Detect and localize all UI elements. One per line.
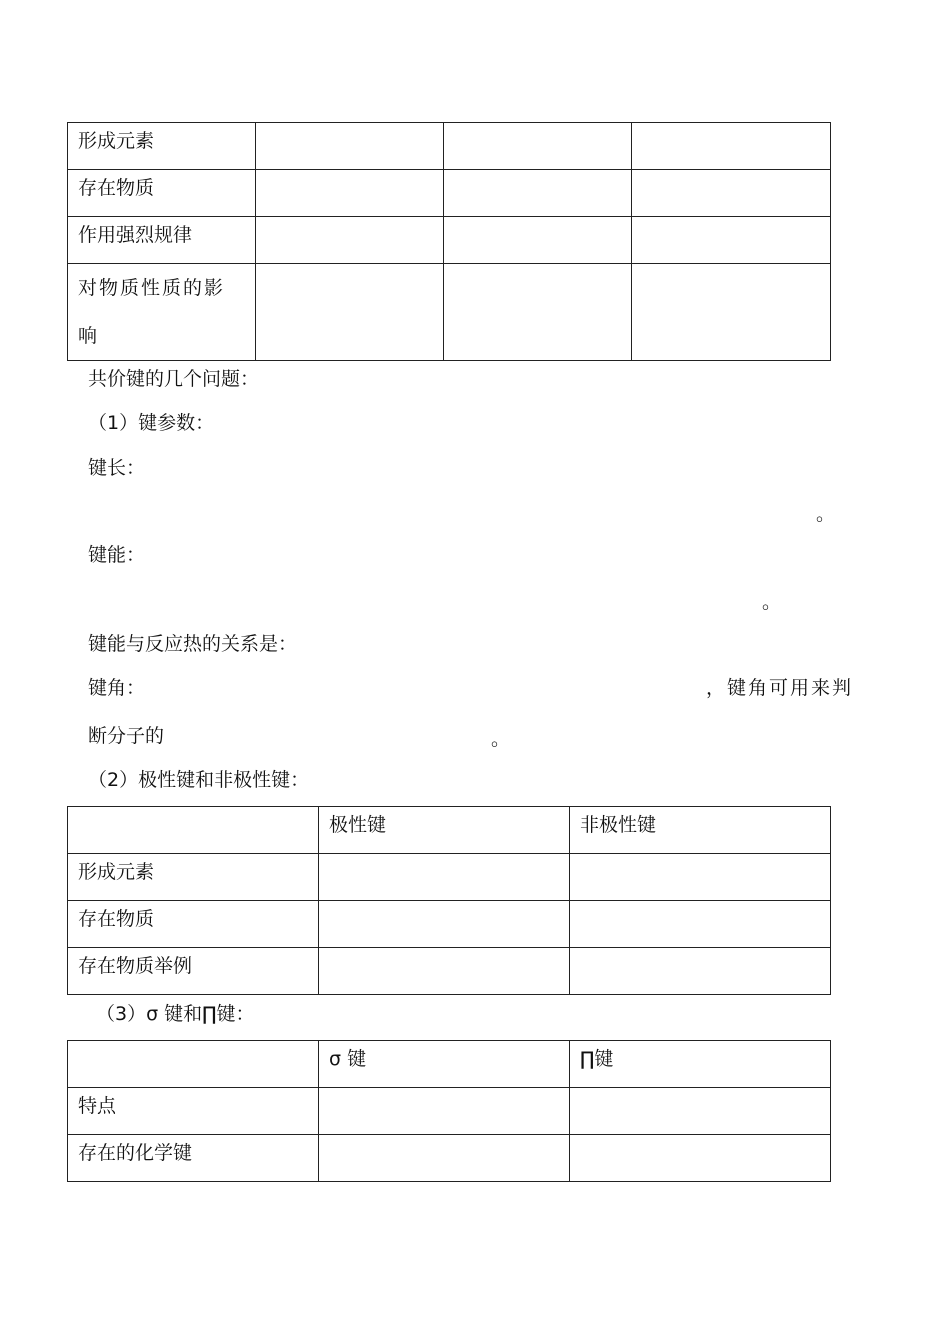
bond-angle-cont: 断分子的 — [88, 725, 165, 747]
blank-cell — [319, 948, 570, 995]
energy-heat-relation: 键能与反应热的关系是： — [88, 633, 298, 655]
blank-cell — [319, 854, 570, 901]
table-row — [68, 123, 831, 170]
section-title: 共价键的几个问题： — [88, 368, 260, 390]
table-header-row — [68, 807, 831, 854]
blank-cell — [444, 170, 632, 217]
blank-cell — [256, 170, 444, 217]
blank-cell — [319, 1135, 570, 1182]
blank-cell — [319, 1088, 570, 1135]
part1-heading: （1）键参数： — [88, 412, 215, 434]
row-label: 存在物质 — [68, 901, 319, 948]
row-label: 存在物质举例 — [68, 948, 319, 995]
bond-length-end: 。 — [816, 503, 836, 525]
bond-length-label: 键长： — [88, 457, 146, 479]
header-cell — [68, 1041, 319, 1088]
table-row — [68, 948, 831, 995]
row-label: 存在的化学键 — [68, 1135, 319, 1182]
blank-cell — [570, 901, 831, 948]
row-label: 形成元素 — [68, 854, 319, 901]
table-header-row — [68, 1041, 831, 1088]
blank-cell — [256, 217, 444, 264]
header-cell: 极性键 — [319, 807, 570, 854]
row-label: 作用强烈规律 — [68, 217, 256, 264]
blank-cell — [256, 123, 444, 170]
part2-heading: （2）极性键和非极性键： — [88, 769, 310, 791]
row-label: 对物质性质的影响 — [68, 264, 256, 361]
table-row — [68, 1135, 831, 1182]
comparison-table-1 — [67, 122, 831, 361]
table-row — [68, 1088, 831, 1135]
table-row — [68, 854, 831, 901]
bond-angle-tail: ，键角可用来判 — [706, 677, 854, 699]
blank-cell — [256, 264, 444, 361]
polar-bond-table — [67, 806, 831, 995]
blank-cell — [444, 123, 632, 170]
blank-cell — [444, 264, 632, 361]
bond-energy-end: 。 — [762, 591, 782, 613]
blank-cell — [319, 901, 570, 948]
row-label: 特点 — [68, 1088, 319, 1135]
part3-heading: （3）σ 键和∏键： — [96, 1003, 255, 1025]
blank-cell — [570, 1088, 831, 1135]
table-row — [68, 264, 831, 361]
bond-energy-label: 键能： — [88, 544, 146, 566]
table-row — [68, 170, 831, 217]
bond-angle-end: 。 — [491, 728, 511, 750]
row-label: 存在物质 — [68, 170, 256, 217]
blank-cell — [570, 948, 831, 995]
blank-cell — [570, 854, 831, 901]
blank-cell — [444, 217, 632, 264]
header-cell: 非极性键 — [570, 807, 831, 854]
blank-cell — [632, 170, 831, 217]
header-cell: σ 键 — [319, 1041, 570, 1088]
sigma-pi-table — [67, 1040, 831, 1182]
header-cell: ∏键 — [570, 1041, 831, 1088]
blank-cell — [632, 264, 831, 361]
row-label: 形成元素 — [68, 123, 256, 170]
blank-cell — [570, 1135, 831, 1182]
blank-cell — [632, 217, 831, 264]
table-row — [68, 901, 831, 948]
table-row — [68, 217, 831, 264]
bond-angle-label: 键角： — [88, 677, 146, 699]
blank-cell — [632, 123, 831, 170]
header-cell — [68, 807, 319, 854]
